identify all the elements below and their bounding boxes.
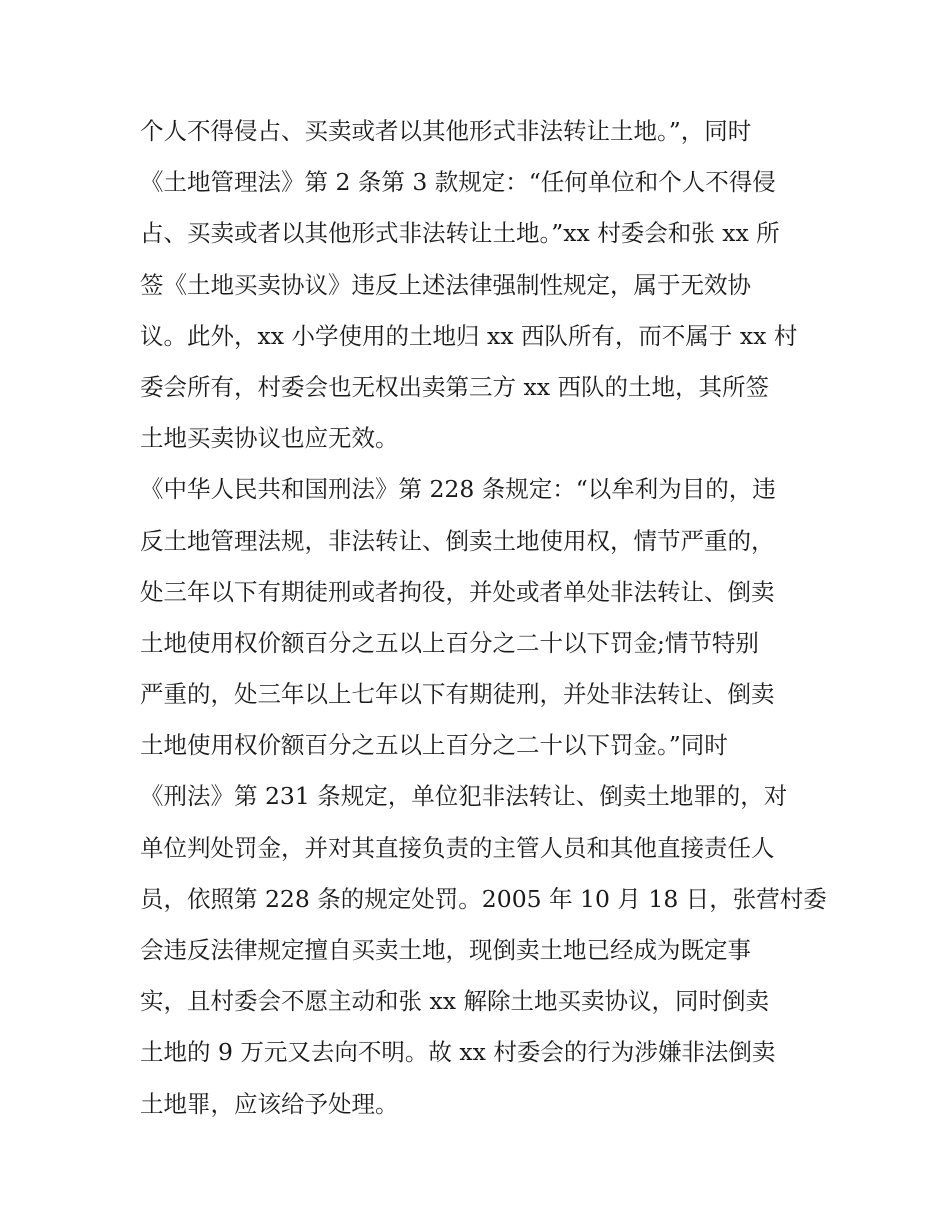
text-line: 委会所有，村委会也无权出卖第三方 xx 西队的土地，其所签 (140, 372, 769, 401)
text-line: 土地使用权价额百分之五以上百分之二十以下罚金;情节特别 (140, 628, 759, 657)
text-line: 土地的 9 万元又去向不明。故 xx 村委会的行为涉嫌非法倒卖 (140, 1038, 776, 1067)
text-line: 《刑法》第 231 条规定，单位犯非法转让、倒卖土地罪的，对 (140, 782, 788, 811)
text-line: 《土地管理法》第 2 条第 3 款规定：“任何单位和个人不得侵 (140, 168, 776, 197)
text-line: 员，依照第 228 条的规定处罚。2005 年 10 月 18 日，张营村委 (140, 884, 827, 913)
text-line: 《中华人民共和国刑法》第 228 条规定：“以牟利为目的，违 (140, 475, 776, 504)
text-line: 议。此外，xx 小学使用的土地归 xx 西队所有，而不属于 xx 村 (140, 321, 798, 350)
document-body (140, 106, 830, 1130)
text-line: 反土地管理法规，非法转让、倒卖土地使用权，情节严重的， (140, 526, 775, 555)
text-line: 土地买卖协议也应无效。 (140, 424, 399, 453)
text-line: 单位判处罚金，并对其直接负责的主管人员和其他直接责任人 (140, 833, 775, 862)
text-line: 土地使用权价额百分之五以上百分之二十以下罚金。”同时 (140, 731, 728, 760)
text-line: 土地罪，应该给予处理。 (140, 1089, 399, 1118)
text-line: 签《土地买卖协议》违反上述法律强制性规定，属于无效协 (140, 270, 751, 299)
text-line: 占、买卖或者以其他形式非法转让土地。”xx 村委会和张 xx 所 (140, 219, 780, 248)
text-line: 实，且村委会不愿主动和张 xx 解除土地买卖协议，同时倒卖 (140, 987, 769, 1016)
text-line: 个人不得侵占、买卖或者以其他形式非法转让土地。”，同时 (140, 117, 752, 145)
text-line: 会违反法律规定擅自买卖土地，现倒卖土地已经成为既定事 (140, 936, 751, 964)
text-line: 处三年以下有期徒刑或者拘役，并处或者单处非法转让、倒卖 (140, 577, 775, 606)
text-line: 严重的，处三年以上七年以下有期徒刑，并处非法转让、倒卖 (140, 680, 775, 709)
